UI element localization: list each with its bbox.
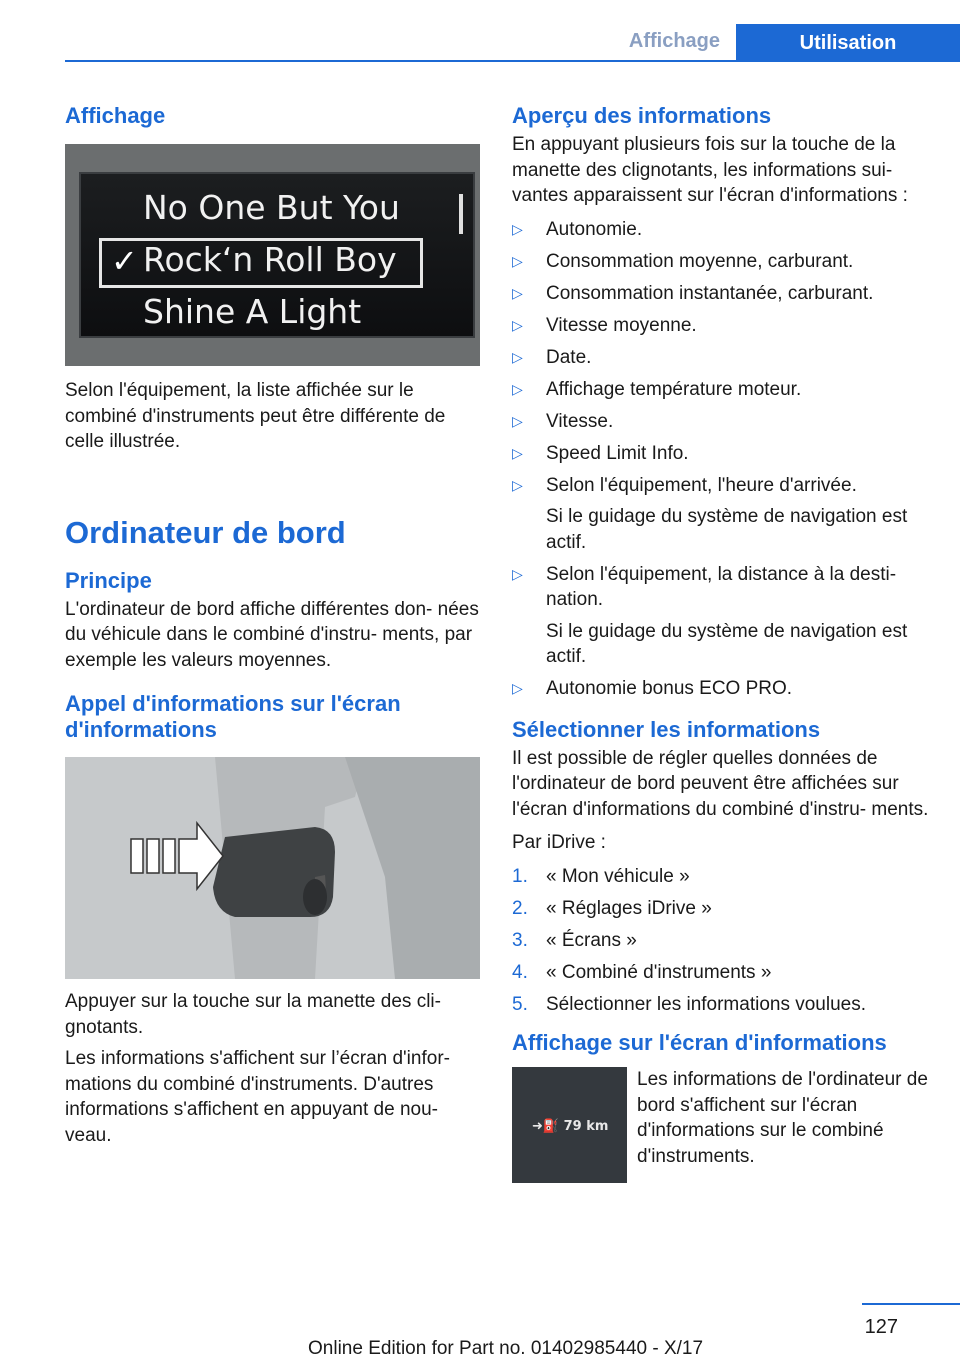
info-item-text: Consommation instantanée, carburant. bbox=[546, 282, 874, 304]
info-list-item bbox=[512, 409, 932, 435]
info-list-item bbox=[512, 377, 932, 403]
triangle-bullet-icon: ▷ bbox=[512, 444, 523, 461]
appel-heading: Appel d'informations sur l'écran d'informations bbox=[65, 691, 401, 742]
info-item-text: Autonomie. bbox=[546, 218, 643, 240]
appel-paragraph-1: Appuyer sur la touche sur la manette des cli‐ gnotants. bbox=[65, 991, 441, 1038]
apercu-paragraph: En appuyant plusieurs fois sur la touche de la manette des clignotants, les informations sui‐ vantes apparaissent sur l'écran d'informations : bbox=[512, 134, 908, 206]
idrive-label: Par iDrive : bbox=[512, 832, 606, 853]
triangle-bullet-icon: ▷ bbox=[512, 565, 523, 582]
affichage-paragraph: Selon l'équipement, la liste affichée sur le combiné d'instruments peut être différente de celle illustrée. bbox=[65, 380, 446, 452]
triangle-bullet-icon: ▷ bbox=[512, 252, 523, 269]
step-number: 2. bbox=[512, 897, 528, 919]
page-number: 127 bbox=[864, 1316, 898, 1338]
stalk-button-illustration bbox=[65, 757, 480, 979]
step-text: « Écrans » bbox=[546, 929, 637, 951]
footer-rule bbox=[862, 1303, 960, 1305]
appel-paragraph-2: Les informations s'affichent sur l’écran d'infor‐ mations du combiné d'instruments. D'autres informations s'affichent en appuyant de nou‐ veau. bbox=[65, 1048, 450, 1146]
radio-line-1: No One But You bbox=[143, 188, 400, 227]
triangle-bullet-icon: ▷ bbox=[512, 412, 523, 429]
step-item bbox=[512, 864, 932, 890]
triangle-bullet-icon: ▷ bbox=[512, 220, 523, 237]
info-display-row bbox=[512, 1067, 932, 1183]
triangle-bullet-icon: ▷ bbox=[512, 380, 523, 397]
step-item bbox=[512, 960, 932, 986]
select-heading: Sélectionner les informations bbox=[512, 716, 821, 742]
info-list bbox=[512, 217, 932, 702]
info-item-text: Affichage température moteur. bbox=[546, 378, 802, 400]
step-number: 3. bbox=[512, 929, 528, 951]
info-list-item bbox=[512, 249, 932, 275]
left-column bbox=[65, 100, 480, 1148]
triangle-bullet-icon: ▷ bbox=[512, 316, 523, 333]
ordinateur-heading: Ordinateur de bord bbox=[65, 514, 346, 550]
step-number: 4. bbox=[512, 961, 528, 983]
info-list-item bbox=[512, 313, 932, 339]
step-item bbox=[512, 896, 932, 922]
triangle-bullet-icon: ▷ bbox=[512, 348, 523, 365]
info-list-item bbox=[512, 217, 932, 243]
step-text: « Réglages iDrive » bbox=[546, 897, 712, 919]
affichage-ecran-paragraph: Les informations de l'ordinateur de bord s'affichent sur l'écran d'informations sur le combiné d'instruments. bbox=[637, 1069, 928, 1167]
info-display-illustration bbox=[512, 1067, 627, 1183]
scrollbar-icon bbox=[459, 194, 463, 234]
radio-line-2: Rock‘n Roll Boy bbox=[143, 240, 397, 279]
range-readout bbox=[532, 1119, 608, 1134]
info-item-text: Vitesse moyenne. bbox=[546, 314, 697, 336]
stalk-drawing-icon bbox=[65, 757, 480, 979]
triangle-bullet-icon: ▷ bbox=[512, 284, 523, 301]
right-column bbox=[512, 100, 932, 1183]
principe-paragraph: L'ordinateur de bord affiche différentes don‐ nées du véhicule dans le combiné d'instru‐ ments, par exemple les valeurs moyennes. bbox=[65, 598, 479, 671]
triangle-bullet-icon: ▷ bbox=[512, 476, 523, 493]
radio-list-illustration bbox=[65, 144, 480, 366]
info-item-text: Selon l'équipement, la distance à la desti‐ nation. bbox=[546, 563, 897, 610]
info-list-item bbox=[512, 562, 932, 670]
info-item-note: Si le guidage du système de navigation est actif. bbox=[546, 620, 908, 667]
display-screen bbox=[79, 172, 475, 338]
info-list-item bbox=[512, 345, 932, 371]
range-value: 79 km bbox=[563, 1119, 609, 1134]
info-list-item bbox=[512, 676, 932, 702]
affichage-heading: Affichage bbox=[65, 103, 166, 128]
step-text: « Mon véhicule » bbox=[546, 865, 690, 887]
info-item-text: Vitesse. bbox=[546, 410, 614, 432]
fuel-arrow-icon: ➜⛽ bbox=[532, 1119, 560, 1134]
triangle-bullet-icon: ▷ bbox=[512, 680, 523, 696]
affichage-ecran-heading: Affichage sur l'écran d'informations bbox=[512, 1030, 887, 1055]
step-number: 1. bbox=[512, 865, 528, 887]
info-item-text: Consommation moyenne, carburant. bbox=[546, 250, 854, 272]
step-text: « Combiné d'instruments » bbox=[546, 961, 772, 983]
header-section-label: Affichage bbox=[628, 30, 720, 52]
radio-line-3: Shine A Light bbox=[143, 292, 362, 331]
step-item bbox=[512, 992, 932, 1018]
info-item-text: Autonomie bonus ECO PRO. bbox=[546, 678, 793, 699]
info-item-text: Speed Limit Info. bbox=[546, 442, 689, 464]
principe-heading: Principe bbox=[65, 567, 152, 593]
apercu-heading: Aperçu des informations bbox=[512, 103, 772, 128]
info-item-note: Si le guidage du système de navigation est actif. bbox=[546, 506, 908, 553]
step-number: 5. bbox=[512, 993, 528, 1015]
steps-list bbox=[512, 864, 932, 1018]
step-text: Sélectionner les informations voulues. bbox=[546, 993, 867, 1015]
header-chapter-tab: Utilisation bbox=[736, 24, 960, 62]
step-item bbox=[512, 928, 932, 954]
checkmark-icon: ✓ bbox=[111, 243, 138, 279]
edition-note: Online Edition for Part no. 01402985440 - X/17 bbox=[308, 1338, 704, 1359]
info-list-item bbox=[512, 473, 932, 556]
info-item-text: Selon l'équipement, l'heure d'arrivée. bbox=[546, 474, 857, 496]
header-rule bbox=[65, 60, 960, 62]
info-list-item bbox=[512, 441, 932, 467]
info-item-text: Date. bbox=[546, 346, 592, 368]
select-paragraph: Il est possible de régler quelles données de l'ordinateur de bord peuvent être affichées sur l'écran d'informations du combiné d'instru‐ ments. bbox=[512, 747, 929, 820]
info-list-item bbox=[512, 281, 932, 307]
